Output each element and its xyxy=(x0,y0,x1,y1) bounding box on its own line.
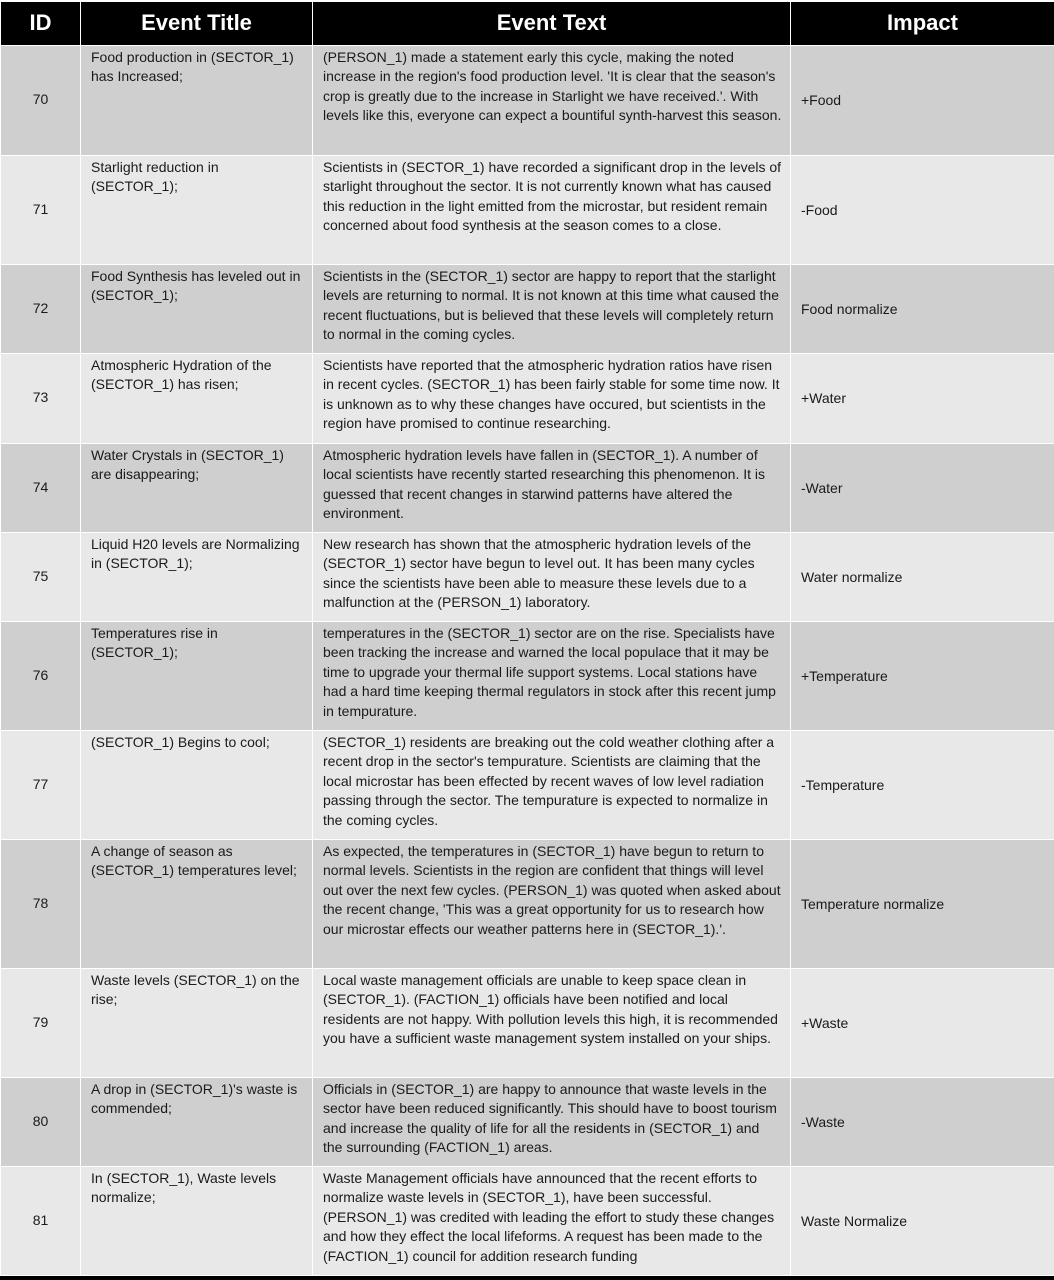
row-text: Officials in (SECTOR_1) are happy to announce that waste levels in the sector have been reduced significantly. This should have to boost tourism and increase the quality of life for all the residents in (SECTOR_1) and the surrounding (FACTION_1) areas. xyxy=(313,1077,791,1166)
row-id: 70 xyxy=(1,45,81,155)
row-id: 79 xyxy=(1,968,81,1077)
row-id: 78 xyxy=(1,839,81,968)
table-row xyxy=(1,45,1054,155)
table-row xyxy=(1,1166,1054,1275)
row-text: temperatures in the (SECTOR_1) sector are on the rise. Specialists have been tracking the increase and warned the local populace that it may be time to upgrade your thermal life support systems. Local stations have had a hard time keeping thermal regulators in stock after this recent jump in tempurature. xyxy=(313,621,791,730)
header-event-text: Event Text xyxy=(313,1,791,45)
row-impact: +Waste xyxy=(791,968,1054,1077)
row-id: 74 xyxy=(1,443,81,532)
row-text: Scientists in (SECTOR_1) have recorded a significant drop in the levels of starlight throughout the sector. It is not currently known what has caused this reduction in the light emitted from the microstar, but resident remain concerned about food synthesis at the season comes to a close. xyxy=(313,155,791,264)
row-impact: +Water xyxy=(791,353,1054,443)
row-title: Temperatures rise in (SECTOR_1); xyxy=(81,621,313,730)
row-title: Waste levels (SECTOR_1) on the rise; xyxy=(81,968,313,1077)
table-row xyxy=(1,730,1054,839)
row-text: New research has shown that the atmospheric hydration levels of the (SECTOR_1) sector have begun to level out. It has been many cycles since the scientists have been able to measure these levels due to a malfunction at the (PERSON_1) laboratory. xyxy=(313,532,791,621)
row-impact: Waste Normalize xyxy=(791,1166,1054,1275)
row-impact: Water normalize xyxy=(791,532,1054,621)
row-id: 77 xyxy=(1,730,81,839)
row-title: Food Synthesis has leveled out in (SECTOR_1); xyxy=(81,264,313,353)
row-id: 73 xyxy=(1,353,81,443)
row-impact: +Temperature xyxy=(791,621,1054,730)
row-title: A change of season as (SECTOR_1) temperatures level; xyxy=(81,839,313,968)
row-title: In (SECTOR_1), Waste levels normalize; xyxy=(81,1166,313,1275)
row-id: 80 xyxy=(1,1077,81,1166)
row-impact: -Waste xyxy=(791,1077,1054,1166)
row-impact: -Food xyxy=(791,155,1054,264)
table-row xyxy=(1,621,1054,730)
row-impact: -Water xyxy=(791,443,1054,532)
row-text: Atmospheric hydration levels have fallen in (SECTOR_1). A number of local scientists have recently started researching this phenomenon. It is guessed that recent changes in starwind patterns have altered the environment. xyxy=(313,443,791,532)
header-row xyxy=(1,1,1054,45)
table-row xyxy=(1,1077,1054,1166)
table-row xyxy=(1,968,1054,1077)
row-title: Liquid H20 levels are Normalizing in (SECTOR_1); xyxy=(81,532,313,621)
header-impact: Impact xyxy=(791,1,1054,45)
row-text: As expected, the temperatures in (SECTOR_1) have begun to return to normal levels. Scientists in the region are confident that things will level out over the next few cycles. (PERSON_1) was quoted when asked about the recent change, 'This was a great opportunity for us to research how our microstar effects our weather patterns here in (SECTOR_1).'. xyxy=(313,839,791,968)
row-text: Waste Management officials have announced that the recent efforts to normalize waste levels in (SECTOR_1), have been successful. (PERSON_1) was credited with leading the effort to study these changes and how they effect the local lifeforms. A request has been made to the (FACTION_1) council for addition research funding xyxy=(313,1166,791,1275)
row-id: 76 xyxy=(1,621,81,730)
row-title: A drop in (SECTOR_1)'s waste is commended; xyxy=(81,1077,313,1166)
table-row xyxy=(1,443,1054,532)
row-title: Water Crystals in (SECTOR_1) are disappearing; xyxy=(81,443,313,532)
row-text: Local waste management officials are unable to keep space clean in (SECTOR_1). (FACTION_1) officials have been notified and local residents are not happy. With pollution levels this high, it is recommended you have a sufficient waste management system installed on your ships. xyxy=(313,968,791,1077)
header-id: ID xyxy=(1,1,81,45)
header-event-title: Event Title xyxy=(81,1,313,45)
row-impact: -Temperature xyxy=(791,730,1054,839)
row-impact: Temperature normalize xyxy=(791,839,1054,968)
row-text: Scientists have reported that the atmospheric hydration ratios have risen in recent cycles. (SECTOR_1) has been fairly stable for some time now. It is unknown as to why these changes have occured, but scientists in the region have promised to continue researching. xyxy=(313,353,791,443)
row-impact: Food normalize xyxy=(791,264,1054,353)
row-id: 72 xyxy=(1,264,81,353)
row-id: 75 xyxy=(1,532,81,621)
row-impact: +Food xyxy=(791,45,1054,155)
table-row xyxy=(1,839,1054,968)
row-id: 81 xyxy=(1,1166,81,1275)
row-id: 71 xyxy=(1,155,81,264)
row-text: Scientists in the (SECTOR_1) sector are happy to report that the starlight levels are returning to normal. It is not known at this time what caused the recent fluctuations, but is believed that these levels will completely return to normal in the coming cycles. xyxy=(313,264,791,353)
row-title: Food production in (SECTOR_1) has Increased; xyxy=(81,45,313,155)
row-title: Starlight reduction in (SECTOR_1); xyxy=(81,155,313,264)
row-text: (SECTOR_1) residents are breaking out the cold weather clothing after a recent drop in the sector's tempurature. Scientists are claiming that the local microstar has been effected by recent waves of low level radiation passing through the sector. The tempurature is expected to normalize in the coming cycles. xyxy=(313,730,791,839)
row-title: (SECTOR_1) Begins to cool; xyxy=(81,730,313,839)
table-row xyxy=(1,155,1054,264)
table-row xyxy=(1,264,1054,353)
row-title: Atmospheric Hydration of the (SECTOR_1) has risen; xyxy=(81,353,313,443)
table-row xyxy=(1,532,1054,621)
table-row xyxy=(1,353,1054,443)
row-text: (PERSON_1) made a statement early this cycle, making the noted increase in the region's food production level. 'It is clear that the season's crop is greatly due to the increase in Starlight we have received.'. With levels like this, everyone can expect a bountiful synth-harvest this season. xyxy=(313,45,791,155)
